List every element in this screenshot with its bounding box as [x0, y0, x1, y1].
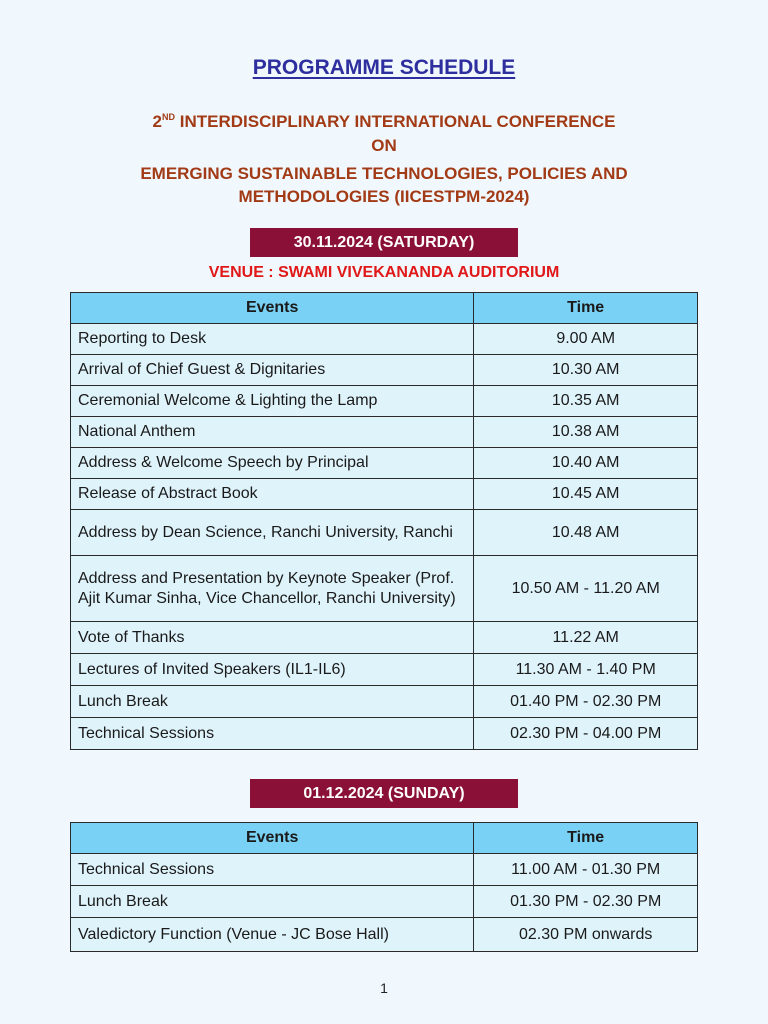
time-cell: 10.38 AM	[474, 417, 698, 448]
day2-schedule-table	[70, 822, 698, 952]
table-header-row	[71, 293, 698, 324]
table-row	[71, 448, 698, 479]
table-row	[71, 510, 698, 556]
time-column-header: Time	[474, 293, 698, 324]
event-cell: National Anthem	[71, 417, 474, 448]
time-cell: 02.30 PM - 04.00 PM	[474, 718, 698, 750]
table-row	[71, 417, 698, 448]
table-row	[71, 854, 698, 886]
table-header-row	[71, 823, 698, 854]
events-column-header: Events	[71, 293, 474, 324]
event-cell: Ceremonial Welcome & Lighting the Lamp	[71, 386, 474, 417]
conference-title-line-1	[0, 106, 768, 129]
time-cell: 11.30 AM - 1.40 PM	[474, 654, 698, 686]
event-cell: Lunch Break	[71, 686, 474, 718]
time-cell: 10.48 AM	[474, 510, 698, 556]
table-row	[71, 886, 698, 918]
day1-schedule-table	[70, 292, 698, 750]
table-row	[71, 654, 698, 686]
event-cell: Technical Sessions	[71, 718, 474, 750]
time-cell: 10.35 AM	[474, 386, 698, 417]
table-row	[71, 324, 698, 355]
day1-venue: VENUE : SWAMI VIVEKANANDA AUDITORIUM	[208, 264, 560, 281]
conference-title	[0, 106, 768, 208]
time-cell: 01.30 PM - 02.30 PM	[474, 886, 698, 918]
event-cell: Release of Abstract Book	[71, 479, 474, 510]
page-number: 1	[380, 980, 388, 996]
events-column-header: Events	[71, 823, 474, 854]
time-cell: 9.00 AM	[474, 324, 698, 355]
table-row	[71, 386, 698, 417]
table-row	[71, 622, 698, 654]
table-row	[71, 718, 698, 750]
table-row	[71, 918, 698, 952]
event-cell: Valedictory Function (Venue - JC Bose Hall)	[71, 918, 474, 952]
time-column-header: Time	[474, 823, 698, 854]
time-cell: 10.45 AM	[474, 479, 698, 510]
event-cell: Reporting to Desk	[71, 324, 474, 355]
conference-title-line-4: METHODOLOGIES (IICESTPM-2024)	[238, 187, 530, 206]
event-cell: Lectures of Invited Speakers (IL1-IL6)	[71, 654, 474, 686]
conference-title-line-1-text: INTERDISCIPLINARY INTERNATIONAL CONFERENCE	[179, 112, 616, 131]
conference-title-line-3: EMERGING SUSTAINABLE TECHNOLOGIES, POLICIES AND	[140, 164, 628, 183]
time-cell: 10.50 AM - 11.20 AM	[474, 556, 698, 622]
table-row	[71, 355, 698, 386]
day2-date-badge: 01.12.2024 (SUNDAY)	[250, 779, 518, 808]
time-cell: 01.40 PM - 02.30 PM	[474, 686, 698, 718]
event-cell: Address & Welcome Speech by Principal	[71, 448, 474, 479]
time-cell: 11.22 AM	[474, 622, 698, 654]
time-cell: 10.40 AM	[474, 448, 698, 479]
event-cell: Address by Dean Science, Ranchi University, Ranchi	[71, 510, 474, 556]
time-cell: 10.30 AM	[474, 355, 698, 386]
time-cell: 02.30 PM onwards	[474, 918, 698, 952]
table-row	[71, 479, 698, 510]
ordinal-number: 2	[152, 112, 162, 131]
event-cell: Vote of Thanks	[71, 622, 474, 654]
event-cell: Technical Sessions	[71, 854, 474, 886]
event-cell: Address and Presentation by Keynote Speaker (Prof. Ajit Kumar Sinha, Vice Chancellor, Ranchi University)	[71, 556, 474, 622]
table-row	[71, 556, 698, 622]
conference-title-line-2: ON	[371, 136, 397, 155]
table-row	[71, 686, 698, 718]
time-cell: 11.00 AM - 01.30 PM	[474, 854, 698, 886]
ordinal-suffix: ND	[162, 112, 175, 122]
day1-date-badge: 30.11.2024 (SATURDAY)	[250, 228, 518, 257]
event-cell: Arrival of Chief Guest & Dignitaries	[71, 355, 474, 386]
page-title: PROGRAMME SCHEDULE	[252, 56, 516, 79]
event-cell: Lunch Break	[71, 886, 474, 918]
